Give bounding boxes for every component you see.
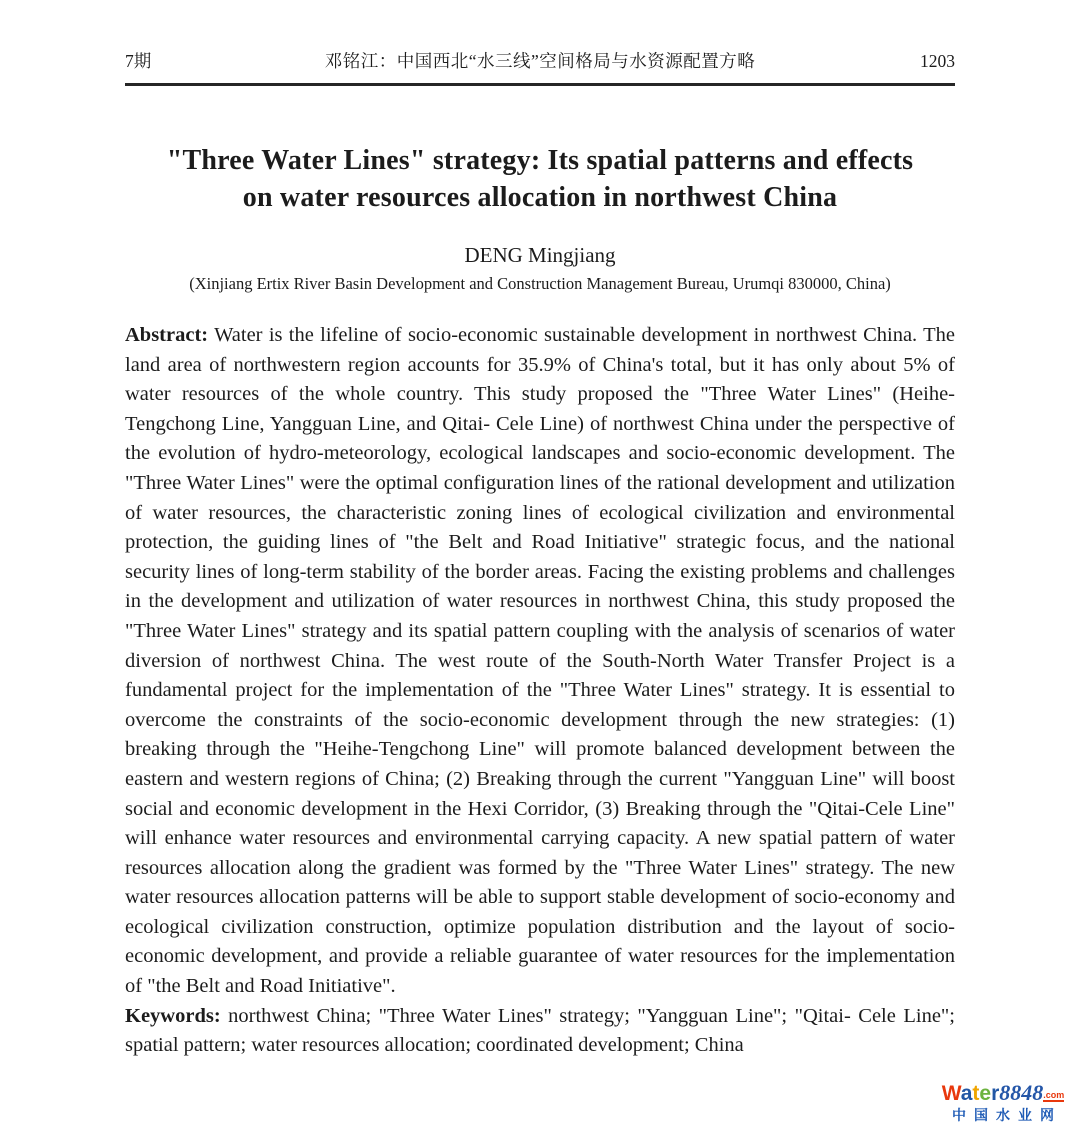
article-title-line1: "Three Water Lines" strategy: Its spatial patterns and effects: [166, 145, 914, 176]
logo-number: 8848: [999, 1080, 1044, 1105]
abstract-paragraph: [125, 321, 955, 1002]
logo-letter: e: [979, 1082, 992, 1105]
article-body: [125, 321, 955, 1061]
article-title-line2: on water resources allocation in northwest China: [242, 182, 838, 213]
page-number: 1203: [920, 51, 955, 71]
abstract-label: Abstract:: [125, 324, 209, 346]
abstract-text: Water is the lifeline of socio-economic sustainable development in northwest China. The land area of northwestern region accounts for 35.9% of China's total, but it has only about 5% of water resources of the whole country. This study proposed the "Three Water Lines" (Heihe- Tengchong Line, Yangguan Line, and Qitai- Cele Line) of northwest China under the perspective of the evolution of hydro-meteorology, ecological landscapes and socio-economic development. The "Three Water Lines" were the optimal configuration lines of the rational development and utilization of water resources, the characteristic zoning lines of ecological civilization and environmental protection, the guiding lines of "the Belt and Road Initiative" strategic focus, and the national security lines of long-term stability of the border areas. Facing the existing problems and challenges in the development and utilization of water resources in northwest China, this study proposed the "Three Water Lines" strategy and its spatial pattern coupling with the analysis of scenarios of water diversion of northwest China. The west route of the South-North Water Transfer Project is a fundamental project for the implementation of the "Three Water Lines" strategy. It is essential to overcome the constraints of the socio-economic development through the new strategies: (1) breaking through the "Heihe-Tengchong Line" will promote balanced development between the eastern and western regions of China; (2) Breaking through the current "Yangguan Line" will boost social and economic development in the Hexi Corridor, (3) Breaking through the "Qitai-Cele Line" will enhance water resources and environmental carrying capacity. A new spatial pattern of water resources allocation along the gradient was formed by the "Three Water Lines" strategy. The new water resources allocation patterns will be able to support stable development of socio-economy and ecological civilization construction, optimize population distribution and the layout of socio-economic development, and provide a reliable guarantee of water resources for the implementation of "the Belt and Road Initiative".: [125, 324, 955, 998]
logo-letter: t: [972, 1082, 980, 1105]
logo-letter: W: [941, 1082, 961, 1105]
header-rule: [125, 83, 955, 86]
page-content: [125, 0, 955, 1061]
keywords-paragraph: [125, 1002, 955, 1061]
author-affiliation: (Xinjiang Ertix River Basin Development and Construction Management Bureau, Urumqi 830000, China): [189, 274, 891, 293]
logo-water-text: [942, 1082, 1000, 1105]
water8848-watermark-logo: [928, 1082, 1078, 1122]
logo-letter: r: [991, 1082, 1000, 1105]
logo-letter: a: [960, 1082, 973, 1105]
logo-chinese-name: 中国水业网: [952, 1107, 1062, 1123]
keywords-label: Keywords:: [125, 1004, 221, 1027]
running-head: [125, 50, 955, 72]
article-title: [125, 142, 955, 216]
logo-wordmark: [928, 1082, 1078, 1104]
keywords-text: northwest China; "Three Water Lines" strategy; "Yangguan Line"; "Qitai- Cele Line"; spatial pattern; water resources allocation; coordinated development; China: [125, 1004, 955, 1057]
logo-domain-suffix: .com: [1043, 1090, 1065, 1100]
issue-number: 7期: [125, 51, 152, 71]
author-name: DENG Mingjiang: [464, 243, 616, 267]
running-title: 邓铭江：中国西北“水三线”空间格局与水资源配置方略: [324, 51, 756, 71]
